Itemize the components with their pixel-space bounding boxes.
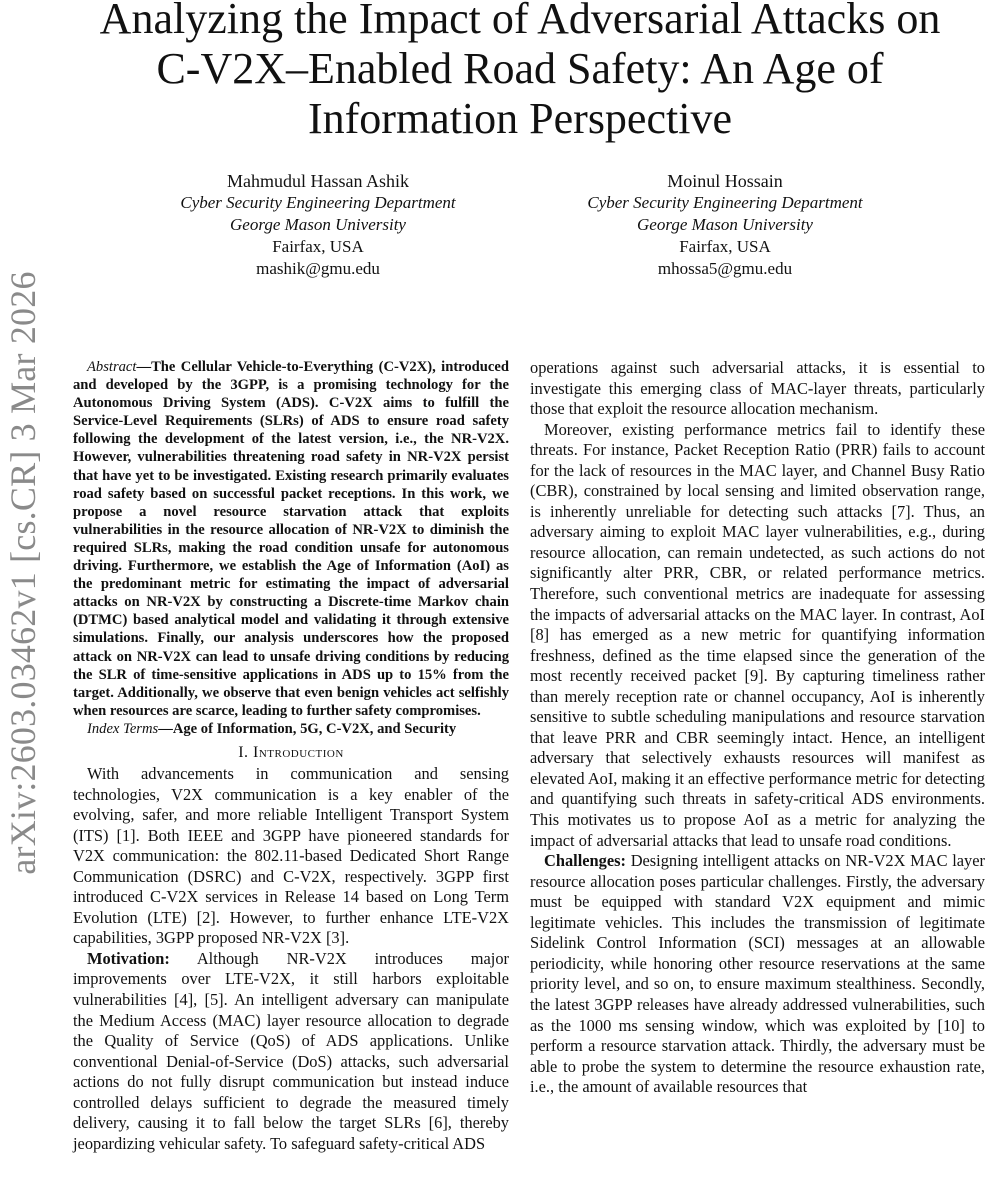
author-department: Cyber Security Engineering Department (180, 193, 456, 212)
motivation-text: Although NR-V2X introduces major improvements over LTE-V2X, it still harbors exploitable vulnerabilities [4], [5]. An intelligent adversary can manipulate the Medium Access (MAC) layer resource allocation to degrade the Quality of Service (QoS) of ADS applications. Unlike conventional Denial-of-Service (DoS) attacks, such adversarial actions do not fully disrupt communication but instead induce controlled delays sufficient to degrade the measured timely delivery, causing it to fall below the target SLRs [6], thereby jeopardizing vehicular safety. To safeguard safety-critical ADS (73, 948, 509, 1153)
author-department: Cyber Security Engineering Department (587, 193, 863, 212)
title-line: C-V2X–Enabled Road Safety: An Age of (156, 44, 884, 93)
index-terms-text: Age of Information, 5G, C-V2X, and Security (172, 720, 457, 737)
challenges-text: Designing intelligent attacks on NR-V2X MAC layer resource allocation poses particular challenges. Firstly, the adversary must be equipped with standard V2X equipment and mimic legitimate vehicles. This includes the transmission of legitimate Sidelink Control Information (SCI) messages at an allowable periodicity, while honoring other resource reservations at the same priority level, and so on, to ensure maximum stealthiness. Secondly, the latest 3GPP releases have already addressed vulnerabilities, such as the 1000 ms sensing window, which was exploited by [10] to perform a resource starvation attack. Thirdly, the adversary must be able to probe the system to determine the resource exhaustion rate, i.e., the amount of available resources that (530, 851, 985, 1097)
paper-title (60, 0, 980, 144)
metrics-paragraph: Moreover, existing performance metrics fail to identify these threats. For instance, Packet Reception Ratio (PRR) fails to account for the lack of resources in the MAC layer, and Channel Busy Ratio (CBR), constrained by local sensing and limited observation range, is inherently unreliable for detecting such attacks [7]. Thus, an adversary aiming to exploit MAC layer vulnerabilities, e.g., during resource allocation, can remain undetected, as such actions do not significantly alter PRR, CBR, or related performance metrics. Therefore, such conventional metrics are inadequate for assessing the impacts of adversarial attacks on the MAC layer. In contrast, AoI [8] has emerged as a new metric for quantifying information freshness, defined as the time elapsed since the generation of the most recently received packet [9]. By capturing timeliness rather than merely reception rate or channel occupancy, AoI is inherently sensitive to subtle scheduling manipulations and resource starvation that leave PRR and CBR seemingly intact. Hence, an intelligent adversary that selectively exhausts resources will manifest as elevated AoI, making it an effective performance metric for detecting and quantifying such threats in safety-critical ADS environments. This motivates us to propose AoI as a metric for analyzing the impact of adversarial attacks that lead to unsafe road conditions. (530, 419, 985, 850)
abstract-text: The Cellular Vehicle-to-Everything (C-V2X), introduced and developed by the 3GPP, is a promising technology for the Autonomous Driving System (ADS). C-V2X aims to fulfill the Service-Level Requirements (SLRs) of ADS to ensure road safety following the development of the latest version, i.e., the NR-V2X. However, vulnerabilities threatening road safety in NR-V2X persist that have yet to be investigated. Existing research primarily evaluates road safety based on successful packet receptions. In this work, we propose a novel resource starvation attack that exploits vulnerabilities in the resource allocation of NR-V2X to diminish the required SLRs, making the road condition unsafe for autonomous driving. Furthermore, we establish the Age of Information (AoI) as the predominant metric for estimating the impact of adversarial attacks on NR-V2X by constructing a Discrete-time Markov chain (DTMC) based analytical model and validating it through extensive simulations. Finally, our analysis underscores how the proposed attack on NR-V2X can lead to unsafe driving conditions by reducing the SLR of time-sensitive applications in ADS up to 15% from the target. Additionally, we observe that even benign vehicles act selfishly when resources are scarce, leading to further safety compromises. (73, 359, 509, 719)
intro-paragraph: With advancements in communication and sensing technologies, V2X communication is a key enabler of the evolving, safer, and more reliable Intelligent Transport System (ITS) [1]. Both IEEE and 3GPP have pioneered standards for V2X communication: the 802.11-based Dedicated Short Range Communication (DSRC) and C-V2X, respectively. 3GPP first introduced C-V2X services in Release 14 based on Long Term Evolution (LTE) [2]. However, to further enhance LTE-V2X capabilities, 3GPP proposed NR-V2X [3]. (73, 763, 509, 948)
section-heading: I. Introduction (238, 743, 344, 761)
challenges-label: Challenges: (544, 851, 626, 871)
title-line: Analyzing the Impact of Adversarial Attacks on (99, 0, 941, 43)
title-line: Information Perspective (308, 94, 732, 143)
continued-paragraph: operations against such adversarial attacks, it is essential to investigate this emerging class of MAC-layer threats, particularly those that exploit the resource allocation mechanism. (530, 358, 985, 419)
author-university: George Mason University (230, 215, 406, 234)
index-terms-dash: — (158, 720, 173, 737)
index-terms (73, 720, 509, 738)
index-terms-label: Index Terms (87, 720, 159, 737)
author-university: George Mason University (637, 215, 813, 234)
author-email: mhossa5@gmu.edu (657, 259, 793, 278)
author-block-1 (128, 170, 508, 280)
author-location: Fairfax, USA (272, 237, 364, 256)
arxiv-identifier: arXiv:2603.03462v1 [cs.CR] 3 Mar 2026 (3, 271, 43, 875)
author-name: Mahmudul Hassan Ashik (227, 171, 409, 191)
left-column (73, 358, 509, 1154)
author-block-2 (535, 170, 915, 280)
motivation-label: Motivation: (87, 948, 170, 968)
abstract-dash: — (136, 359, 152, 375)
challenges-paragraph (530, 851, 985, 1098)
author-email: mashik@gmu.edu (256, 259, 380, 278)
author-name: Moinul Hossain (667, 171, 783, 191)
abstract-label: Abstract (87, 359, 137, 375)
motivation-paragraph (73, 949, 509, 1154)
abstract (73, 358, 509, 720)
right-column (530, 358, 985, 1098)
author-location: Fairfax, USA (679, 237, 771, 256)
